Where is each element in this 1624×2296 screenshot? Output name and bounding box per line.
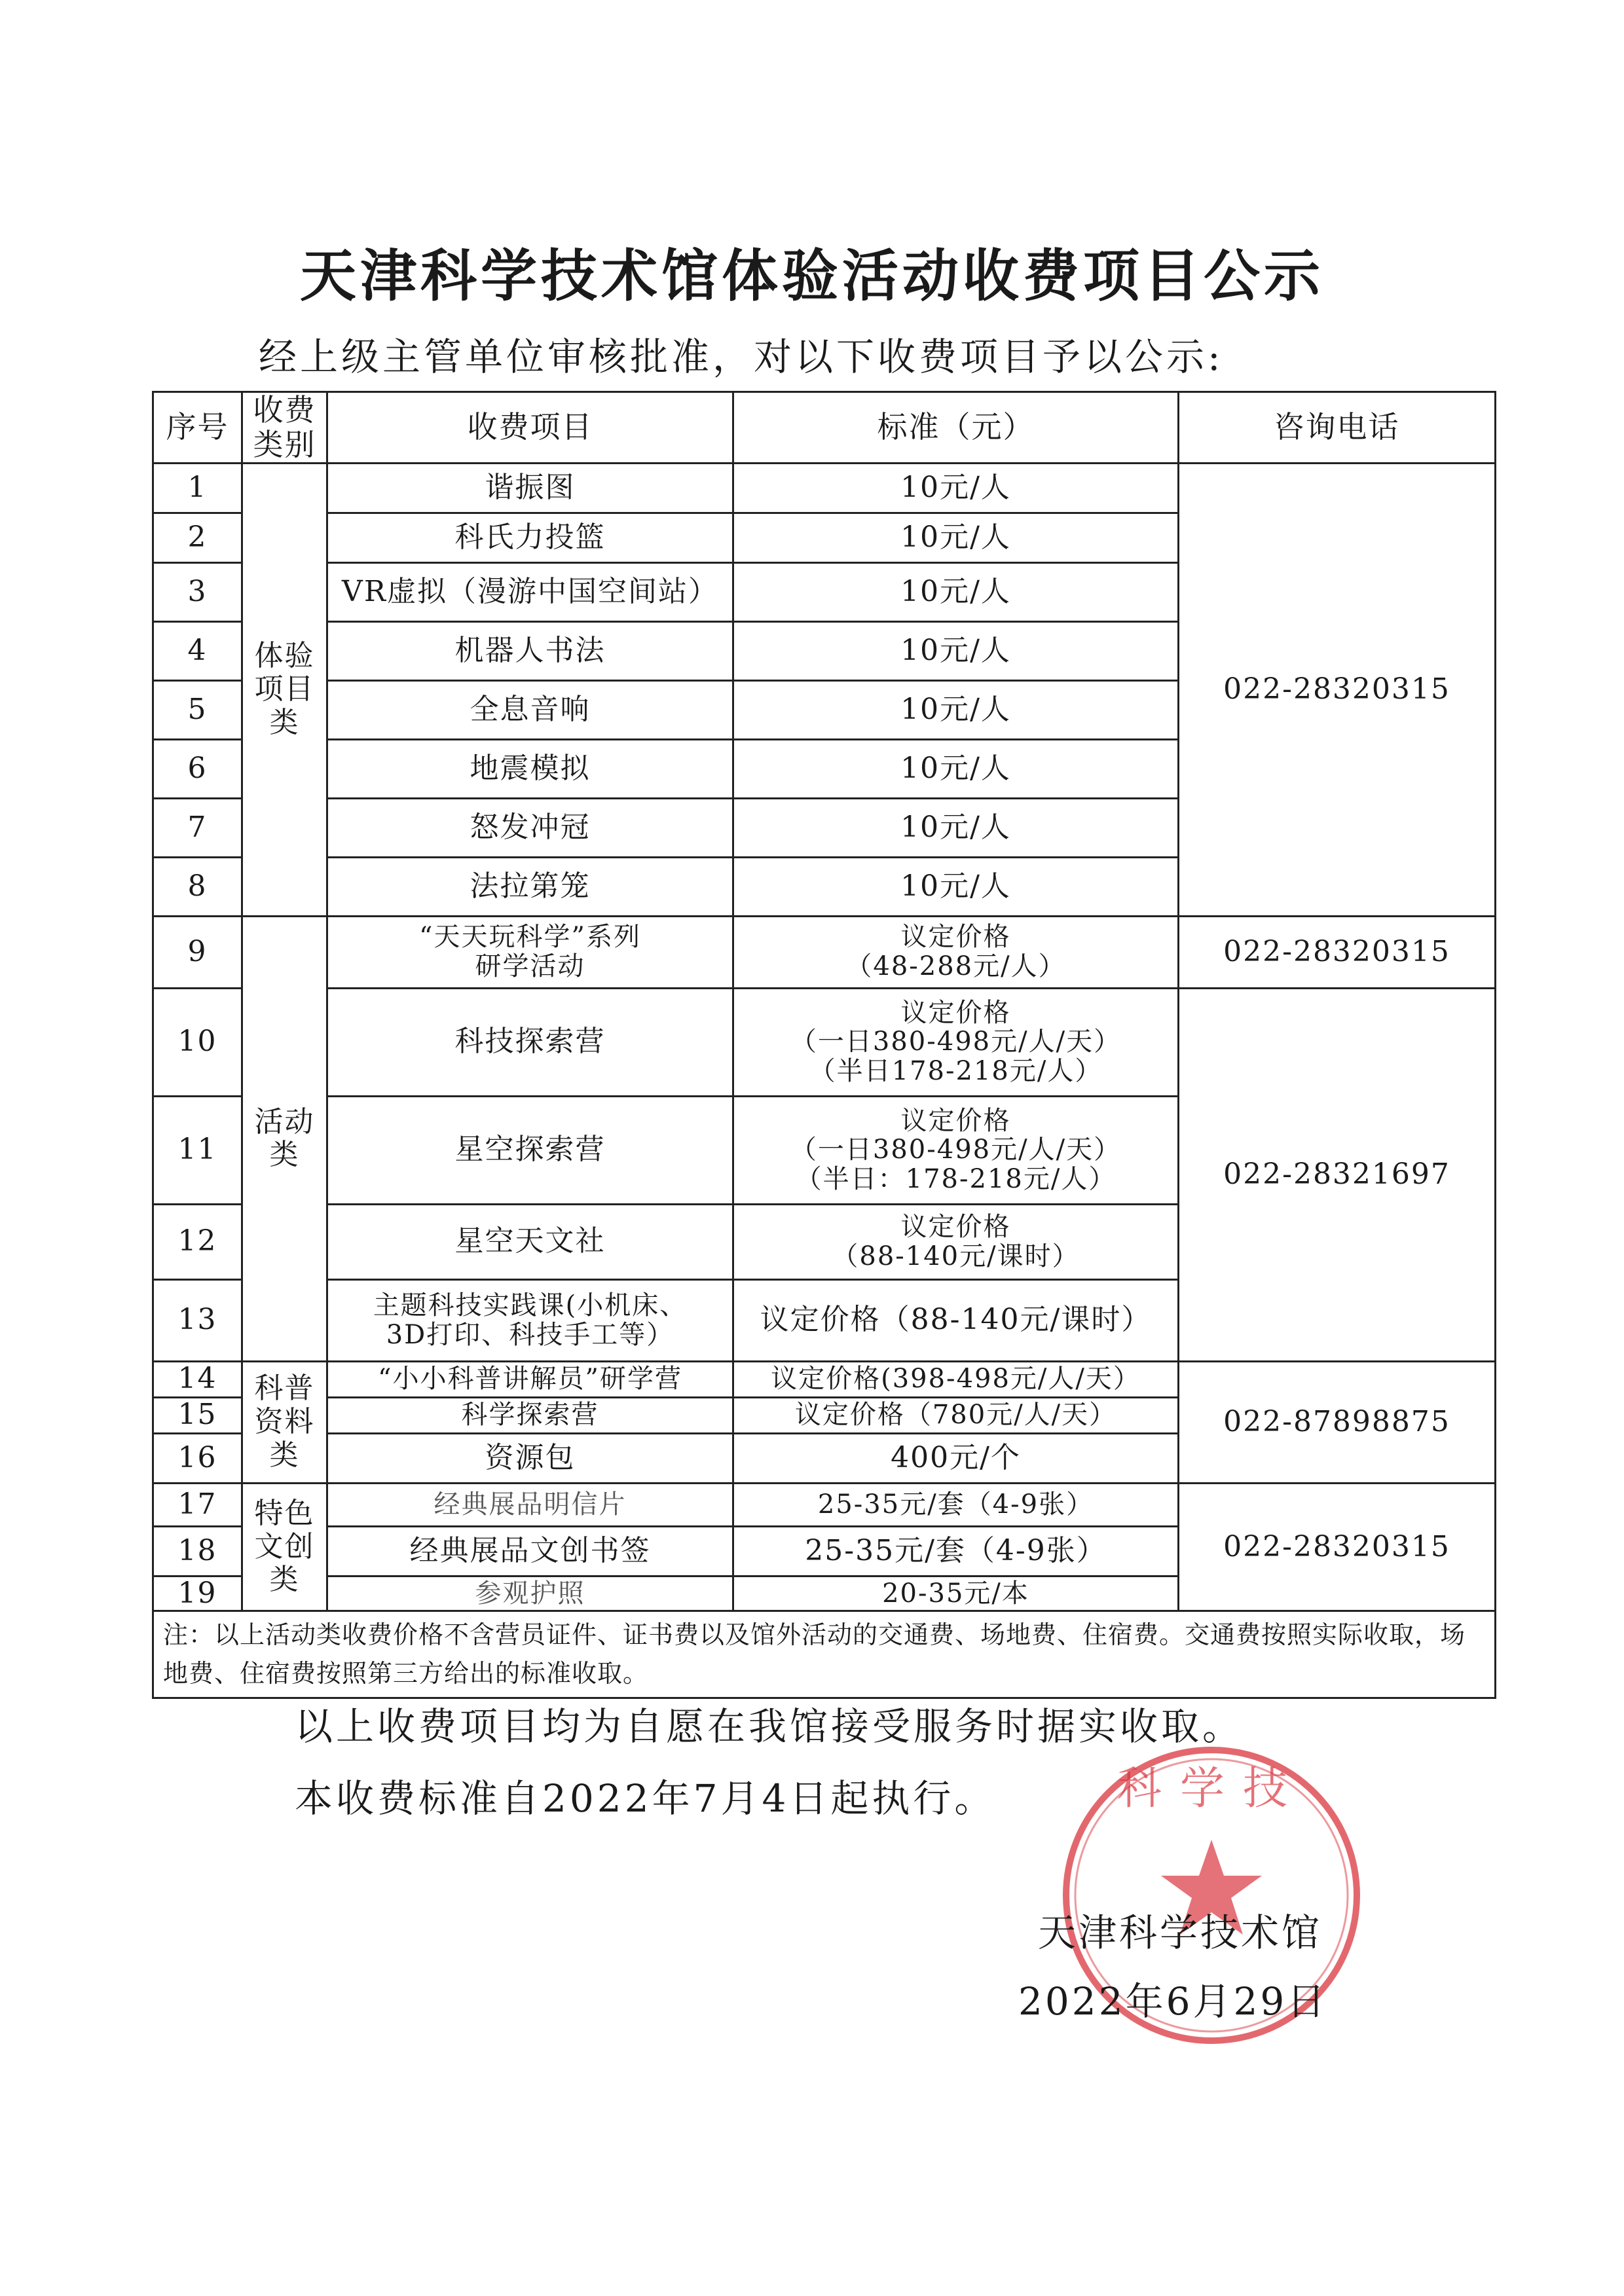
row-item-line: 研学活动	[475, 951, 585, 982]
row-price: 10元/人	[733, 463, 1179, 513]
header-phone: 咨询电话	[1179, 392, 1496, 464]
row-price: 议定价格（780元/人/天）	[733, 1397, 1179, 1433]
row-price	[733, 916, 1179, 988]
row-item: 参观护照	[327, 1576, 733, 1611]
table-row	[153, 988, 1496, 1096]
category-cell: 活动类	[242, 916, 327, 1361]
phone-cell: 022-87898875	[1179, 1361, 1496, 1483]
table-row	[153, 1483, 1496, 1526]
row-no: 11	[153, 1096, 242, 1204]
row-no: 1	[153, 463, 242, 513]
row-item: 星空探索营	[327, 1096, 733, 1204]
row-item: 地震模拟	[327, 739, 733, 798]
table-note: 注：以上活动类收费价格不含营员证件、证书费以及馆外活动的交通费、场地费、住宿费。交通费按照实际收取，场地费、住宿费按照第三方给出的标准收取。	[153, 1611, 1496, 1698]
note-row	[153, 1611, 1496, 1698]
row-no: 19	[153, 1576, 242, 1611]
row-price-line: （一日380-498元/人/天）	[790, 1135, 1122, 1165]
row-item: 科技探索营	[327, 988, 733, 1096]
row-no: 16	[153, 1433, 242, 1483]
row-no: 14	[153, 1361, 242, 1397]
row-no: 6	[153, 739, 242, 798]
row-price: 20-35元/本	[733, 1576, 1179, 1611]
svg-text:科学技: 科学技	[1116, 1763, 1306, 1815]
row-item	[327, 916, 733, 988]
row-price	[733, 988, 1179, 1096]
row-item: 经典展品明信片	[327, 1483, 733, 1526]
row-no: 17	[153, 1483, 242, 1526]
row-item: 科氏力投篮	[327, 513, 733, 562]
row-price: 10元/人	[733, 621, 1179, 680]
row-item: VR虚拟（漫游中国空间站）	[327, 562, 733, 621]
category-cell: 特色文创类	[242, 1483, 327, 1611]
row-price: 400元/个	[733, 1433, 1179, 1483]
signature-date: 2022年6月29日	[1018, 1979, 1328, 2024]
row-price: 10元/人	[733, 798, 1179, 857]
table-row	[153, 916, 1496, 988]
row-price: 10元/人	[733, 562, 1179, 621]
row-price: 议定价格(398-498元/人/天）	[733, 1361, 1179, 1397]
phone-cell: 022-28320315	[1179, 916, 1496, 988]
phone-cell: 022-28320315	[1179, 1483, 1496, 1611]
row-no: 10	[153, 988, 242, 1096]
row-item: 科学探索营	[327, 1397, 733, 1433]
row-item-line: 3D打印、科技手工等）	[386, 1319, 674, 1350]
row-no: 2	[153, 513, 242, 562]
phone-cell: 022-28321697	[1179, 988, 1496, 1361]
row-price-line: 议定价格	[900, 1211, 1011, 1242]
row-no: 18	[153, 1526, 242, 1576]
row-item-line: “天天玩科学”系列	[419, 922, 641, 953]
row-price: 25-35元/套（4-9张）	[733, 1483, 1179, 1526]
category-cell: 科普资料类	[242, 1361, 327, 1483]
signature-org: 天津科学技术馆	[1038, 1910, 1323, 1955]
row-price-line: 议定价格	[900, 1105, 1011, 1136]
row-price: 10元/人	[733, 857, 1179, 916]
row-item: 谐振图	[327, 463, 733, 513]
row-no: 7	[153, 798, 242, 857]
table-row	[153, 463, 1496, 513]
row-price: 25-35元/套（4-9张）	[733, 1526, 1179, 1576]
row-price	[733, 1204, 1179, 1279]
row-no: 5	[153, 680, 242, 739]
page-title: 天津科学技术馆体验活动收费项目公示	[300, 244, 1324, 309]
footer-line-1: 以上收费项目均为自愿在我馆接受服务时据实收取。	[295, 1704, 1244, 1749]
category-cell: 体验项目类	[242, 463, 327, 916]
row-item: 经典展品文创书签	[327, 1526, 733, 1576]
row-item: “小小科普讲解员”研学营	[327, 1361, 733, 1397]
row-item: 星空天文社	[327, 1204, 733, 1279]
row-price-line: （一日380-498元/人/天）	[790, 1027, 1122, 1057]
header-price: 标准（元）	[733, 392, 1179, 464]
row-no: 3	[153, 562, 242, 621]
row-no: 13	[153, 1279, 242, 1361]
header-no: 序号	[153, 392, 242, 464]
row-item: 机器人书法	[327, 621, 733, 680]
row-price-line: （半日178-218元/人）	[809, 1056, 1103, 1087]
row-item-line: 主题科技实践课(小机床、	[373, 1290, 688, 1321]
table-header-row	[153, 392, 1496, 464]
phone-cell: 022-28320315	[1179, 463, 1496, 916]
row-no: 4	[153, 621, 242, 680]
row-price: 议定价格（88-140元/课时）	[733, 1279, 1179, 1361]
row-item: 资源包	[327, 1433, 733, 1483]
row-price: 10元/人	[733, 513, 1179, 562]
row-no: 12	[153, 1204, 242, 1279]
row-item: 全息音响	[327, 680, 733, 739]
row-price-line: （88-140元/课时）	[832, 1241, 1080, 1271]
header-item: 收费项目	[327, 392, 733, 464]
row-price: 10元/人	[733, 739, 1179, 798]
row-item	[327, 1279, 733, 1361]
row-price-line: 议定价格	[900, 922, 1011, 953]
row-price-line: （48-288元/人）	[845, 951, 1066, 982]
row-item: 怒发冲冠	[327, 798, 733, 857]
row-no: 9	[153, 916, 242, 988]
row-price-line: 议定价格	[900, 997, 1011, 1028]
fee-table	[152, 391, 1496, 1699]
row-no: 8	[153, 857, 242, 916]
footer-line-2: 本收费标准自2022年7月4日起执行。	[295, 1776, 996, 1821]
header-category: 收费类别	[242, 392, 327, 464]
row-price	[733, 1096, 1179, 1204]
intro-text: 经上级主管单位审核批准，对以下收费项目予以公示:	[259, 335, 1224, 379]
row-price: 10元/人	[733, 680, 1179, 739]
row-item: 法拉第笼	[327, 857, 733, 916]
row-price-line: （半日：178-218元/人）	[795, 1164, 1116, 1195]
row-no: 15	[153, 1397, 242, 1433]
table-row	[153, 1361, 1496, 1397]
